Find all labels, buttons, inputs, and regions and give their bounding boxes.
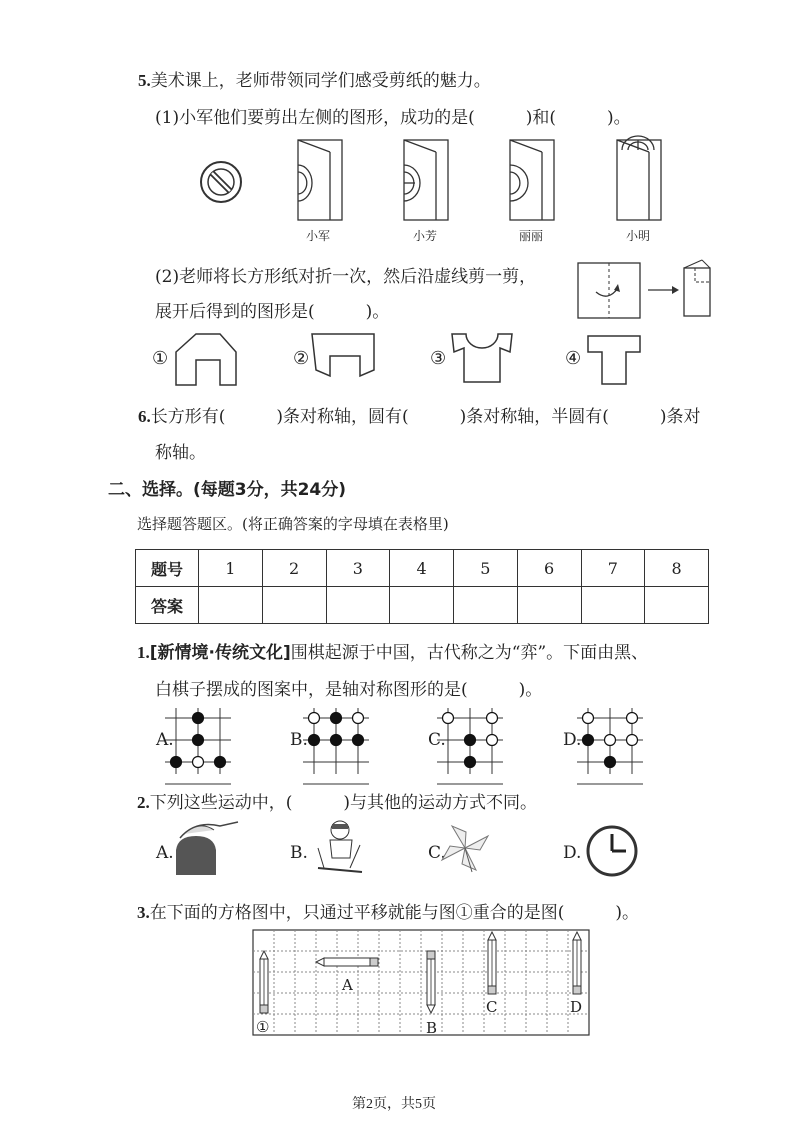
question-number: 3 (326, 550, 390, 587)
section2-instruction: 选择题答题区。(将正确答案的字母填在表格里) (137, 515, 449, 533)
q5-part2-line2: 展开后得到的图形是( )。 (155, 302, 390, 322)
pencil-a-icon (316, 958, 378, 966)
option-mark-4: ④ (565, 348, 582, 369)
answer-label: 答案 (136, 587, 199, 624)
c2-option-b: B. (290, 843, 308, 863)
c2-option-c: C. (428, 843, 446, 863)
c3-text: 在下面的方格图中，只通过平移就能与图①重合的是图( )。 (149, 903, 640, 923)
question-number-label: 题号 (136, 550, 199, 587)
q5-text: 美术课上，老师带领同学们感受剪纸的魅力。 (150, 71, 491, 91)
pencil-c-icon (488, 932, 496, 994)
grid-label-b: B (426, 1019, 438, 1037)
pencil-d-icon (573, 932, 581, 994)
q6-text: 长方形有( )条对称轴，圆有( )条对称轴，半圆有( )条对 (150, 407, 701, 427)
option-mark-3: ③ (430, 348, 447, 369)
grid-label-1: ① (256, 1018, 270, 1036)
question-number: 7 (581, 550, 645, 587)
section2-title: 二、选择。(每题3分，共24分) (108, 480, 347, 500)
q5-part2-line1: (2)老师将长方形纸对折一次，然后沿虚线剪一剪， (155, 267, 537, 287)
c1-tag: [新情境·传统文化] (149, 643, 291, 663)
question-number: 6 (517, 550, 581, 587)
question-number: 2 (262, 550, 326, 587)
q5-number: 5. (138, 71, 151, 90)
c1-option-a: A. (156, 730, 174, 750)
name-xiaoming: 小明 (626, 229, 651, 243)
option-mark-2: ② (293, 348, 310, 369)
pencil-b-icon (427, 951, 435, 1013)
name-xiaofang: 小芳 (413, 229, 438, 243)
c1-line2: 白棋子摆成的图案中，是轴对称图形的是( )。 (155, 680, 543, 700)
question-number: 1 (199, 550, 263, 587)
c2-number: 2. (137, 793, 150, 812)
name-lili: 丽丽 (519, 229, 544, 243)
option-mark-1: ① (152, 348, 169, 369)
c1-option-b: B. (290, 730, 308, 750)
q6-number: 6. (138, 407, 151, 426)
question-number: 5 (454, 550, 518, 587)
pencil-1-icon (260, 951, 268, 1013)
grid-label-a: A (342, 976, 353, 994)
grid-label-c: C (486, 998, 498, 1016)
c3-number: 3. (137, 903, 150, 922)
name-xiaojun: 小军 (306, 229, 331, 243)
c1-number: 1. (137, 643, 150, 662)
c1-option-d: D. (563, 730, 582, 750)
q5-part1: (1)小军他们要剪出左侧的图形，成功的是( )和( )。 (155, 108, 631, 128)
c2-option-a: A. (156, 843, 174, 863)
question-number: 8 (645, 550, 709, 587)
page-footer: 第2页，共5页 (352, 1097, 436, 1112)
grid-label-d: D (570, 998, 583, 1016)
q6-line2: 称轴。 (155, 443, 206, 463)
question-number: 4 (390, 550, 454, 587)
c1-text: 围棋起源于中国，古代称之为“弈”。下面由黑、 (290, 643, 649, 663)
c2-option-d: D. (563, 843, 582, 863)
c2-text: 下列这些运动中，( )与其他的运动方式不同。 (149, 793, 538, 813)
c1-option-c: C. (428, 730, 446, 750)
